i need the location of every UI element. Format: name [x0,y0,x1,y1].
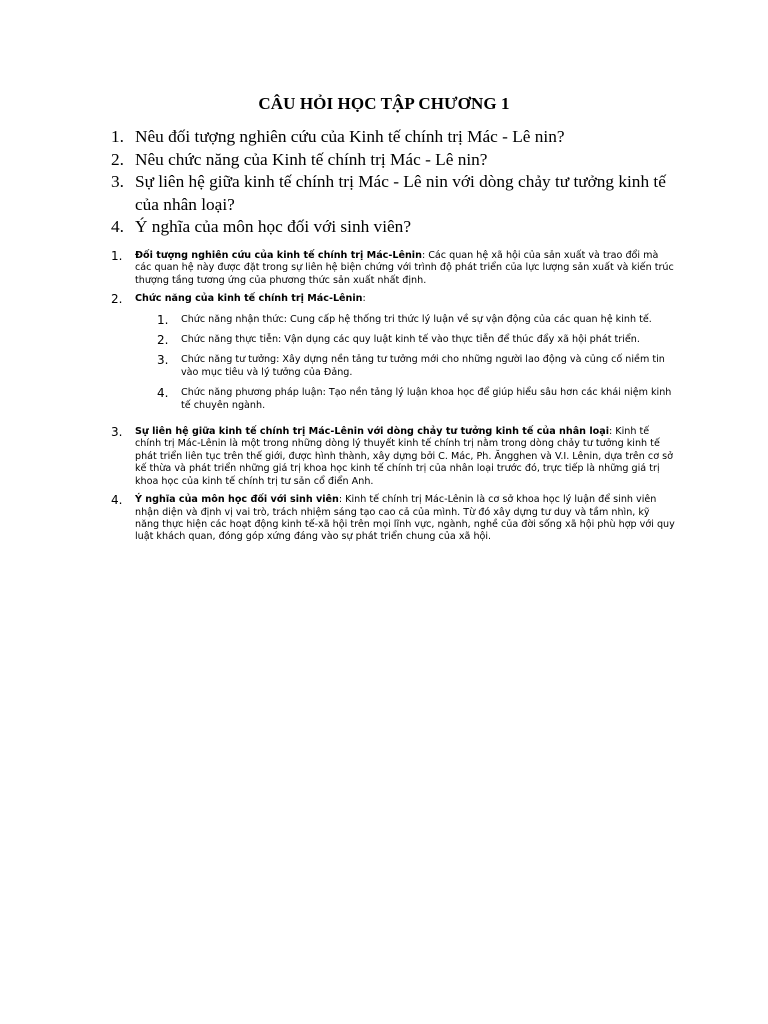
answer-item [111,426,676,488]
page-title: CÂU HỎI HỌC TẬP CHƯƠNG 1 [258,94,510,113]
question-text: Nêu chức năng của Kinh tế chính trị Mác - Lê nin? [135,149,488,169]
question-text: Ý nghĩa của môn học đối với sinh viên? [135,217,411,236]
function-number: 4. [157,386,169,401]
answer-list [111,250,676,550]
answer-number: 4. [111,493,123,508]
function-number: 1. [157,312,169,327]
answer-text: : Các quan hệ xã hội của sản xuất và trao đổi mà các quan hệ này được đặt trong sự liên hệ biện chứng với trình độ phát triển của lực lượng sản xuất và kiến trúc thượng tầng tương ứng của phương thức sản xuất nhất định. [135,250,674,286]
question-number: 3. [111,172,124,191]
answer-body [135,250,676,287]
function-number: 3. [157,353,169,368]
function-list [135,314,676,412]
function-text: Chức năng tư tưởng: Xây dựng nền tảng tư tưởng mới cho những người lao động và củng cố niềm tin vào mục tiêu và lý tưởng của Đảng. [181,354,665,378]
answer-number: 2. [111,292,123,307]
question-text: Nêu đối tượng nghiên cứu của Kinh tế chính trị Mác - Lê nin? [135,127,565,146]
function-item [157,314,676,326]
function-item [157,387,676,412]
question-list [111,126,691,239]
answer-number: 3. [111,425,123,440]
answer-heading: Sự liên hệ giữa kinh tế chính trị Mác-Lênin với dòng chảy tư tưởng kinh tế của nhân loại [135,426,609,438]
answer-text: : Kinh tế chính trị Mác-Lênin là cơ sở khoa học lý luận để sinh viên nhận diện và định vị vai trò, trách nhiệm sáng tạo cao cả của mình. Từ đó xây dựng tư duy và tầm nhìn, kỹ năng thực hiện các hoạt động kinh tế-xã hội trên mọi lĩnh vực, ngành, nghề của đời sống xã hội phù hợp với quy luật khách quan, đóng góp xứng đáng vào sự phát triển chung của xã hội. [135,494,675,543]
question-number: 1. [111,127,124,146]
question-item [111,126,691,149]
question-number: 4. [111,217,124,236]
function-number: 2. [157,333,169,348]
answer-text: : [362,293,366,305]
answer-heading: Chức năng của kinh tế chính trị Mác-Lênin [135,293,363,305]
answer-item [111,494,676,544]
question-item [111,149,691,172]
question-text: Sự liên hệ giữa kinh tế chính trị Mác - Lê nin với dòng chảy tư tưởng kinh tế của nhân loại? [135,172,666,214]
function-text: Chức năng nhận thức: Cung cấp hệ thống tri thức lý luận về sự vận động của các quan hệ kinh tế. [181,313,652,325]
function-text: Chức năng phương pháp luận: Tạo nền tảng lý luận khoa học để giúp hiểu sâu hơn các khái niệm kinh tế chuyên ngành. [181,387,672,411]
question-number: 2. [111,149,124,169]
answer-item [111,250,676,287]
function-item [157,334,676,346]
question-item [111,216,691,239]
answer-body [135,293,676,420]
answer-heading: Ý nghĩa của môn học đối với sinh viên [135,494,339,506]
function-text: Chức năng thực tiễn: Vận dụng các quy luật kinh tế vào thực tiễn để thúc đẩy xã hội phát triển. [181,334,640,346]
answer-number: 1. [111,249,123,263]
answer-text: : Kinh tế chính trị Mác-Lênin là một trong những dòng lý thuyết kinh tế chính trị nằm trong dòng chảy tư tưởng kinh tế phát triển liên tục trên thế giới, được hình thành, xây dựng bởi C. Mác, Ph. Ăngghen và V.I. Lênin, dựa trên cơ sở kế thừa và phát triển những giá trị khoa học kinh tế chính trị của nhân loại trước đó, trực tiếp là những giá trị khoa học của kinh tế chính trị tư sản cổ điển Anh. [135,426,673,487]
answer-item [111,293,676,420]
answer-heading: Đối tượng nghiên cứu của kinh tế chính trị Mác-Lênin [135,250,422,261]
function-item [157,354,676,379]
answer-body [135,426,676,488]
answer-body [135,494,676,544]
question-item [111,171,691,216]
